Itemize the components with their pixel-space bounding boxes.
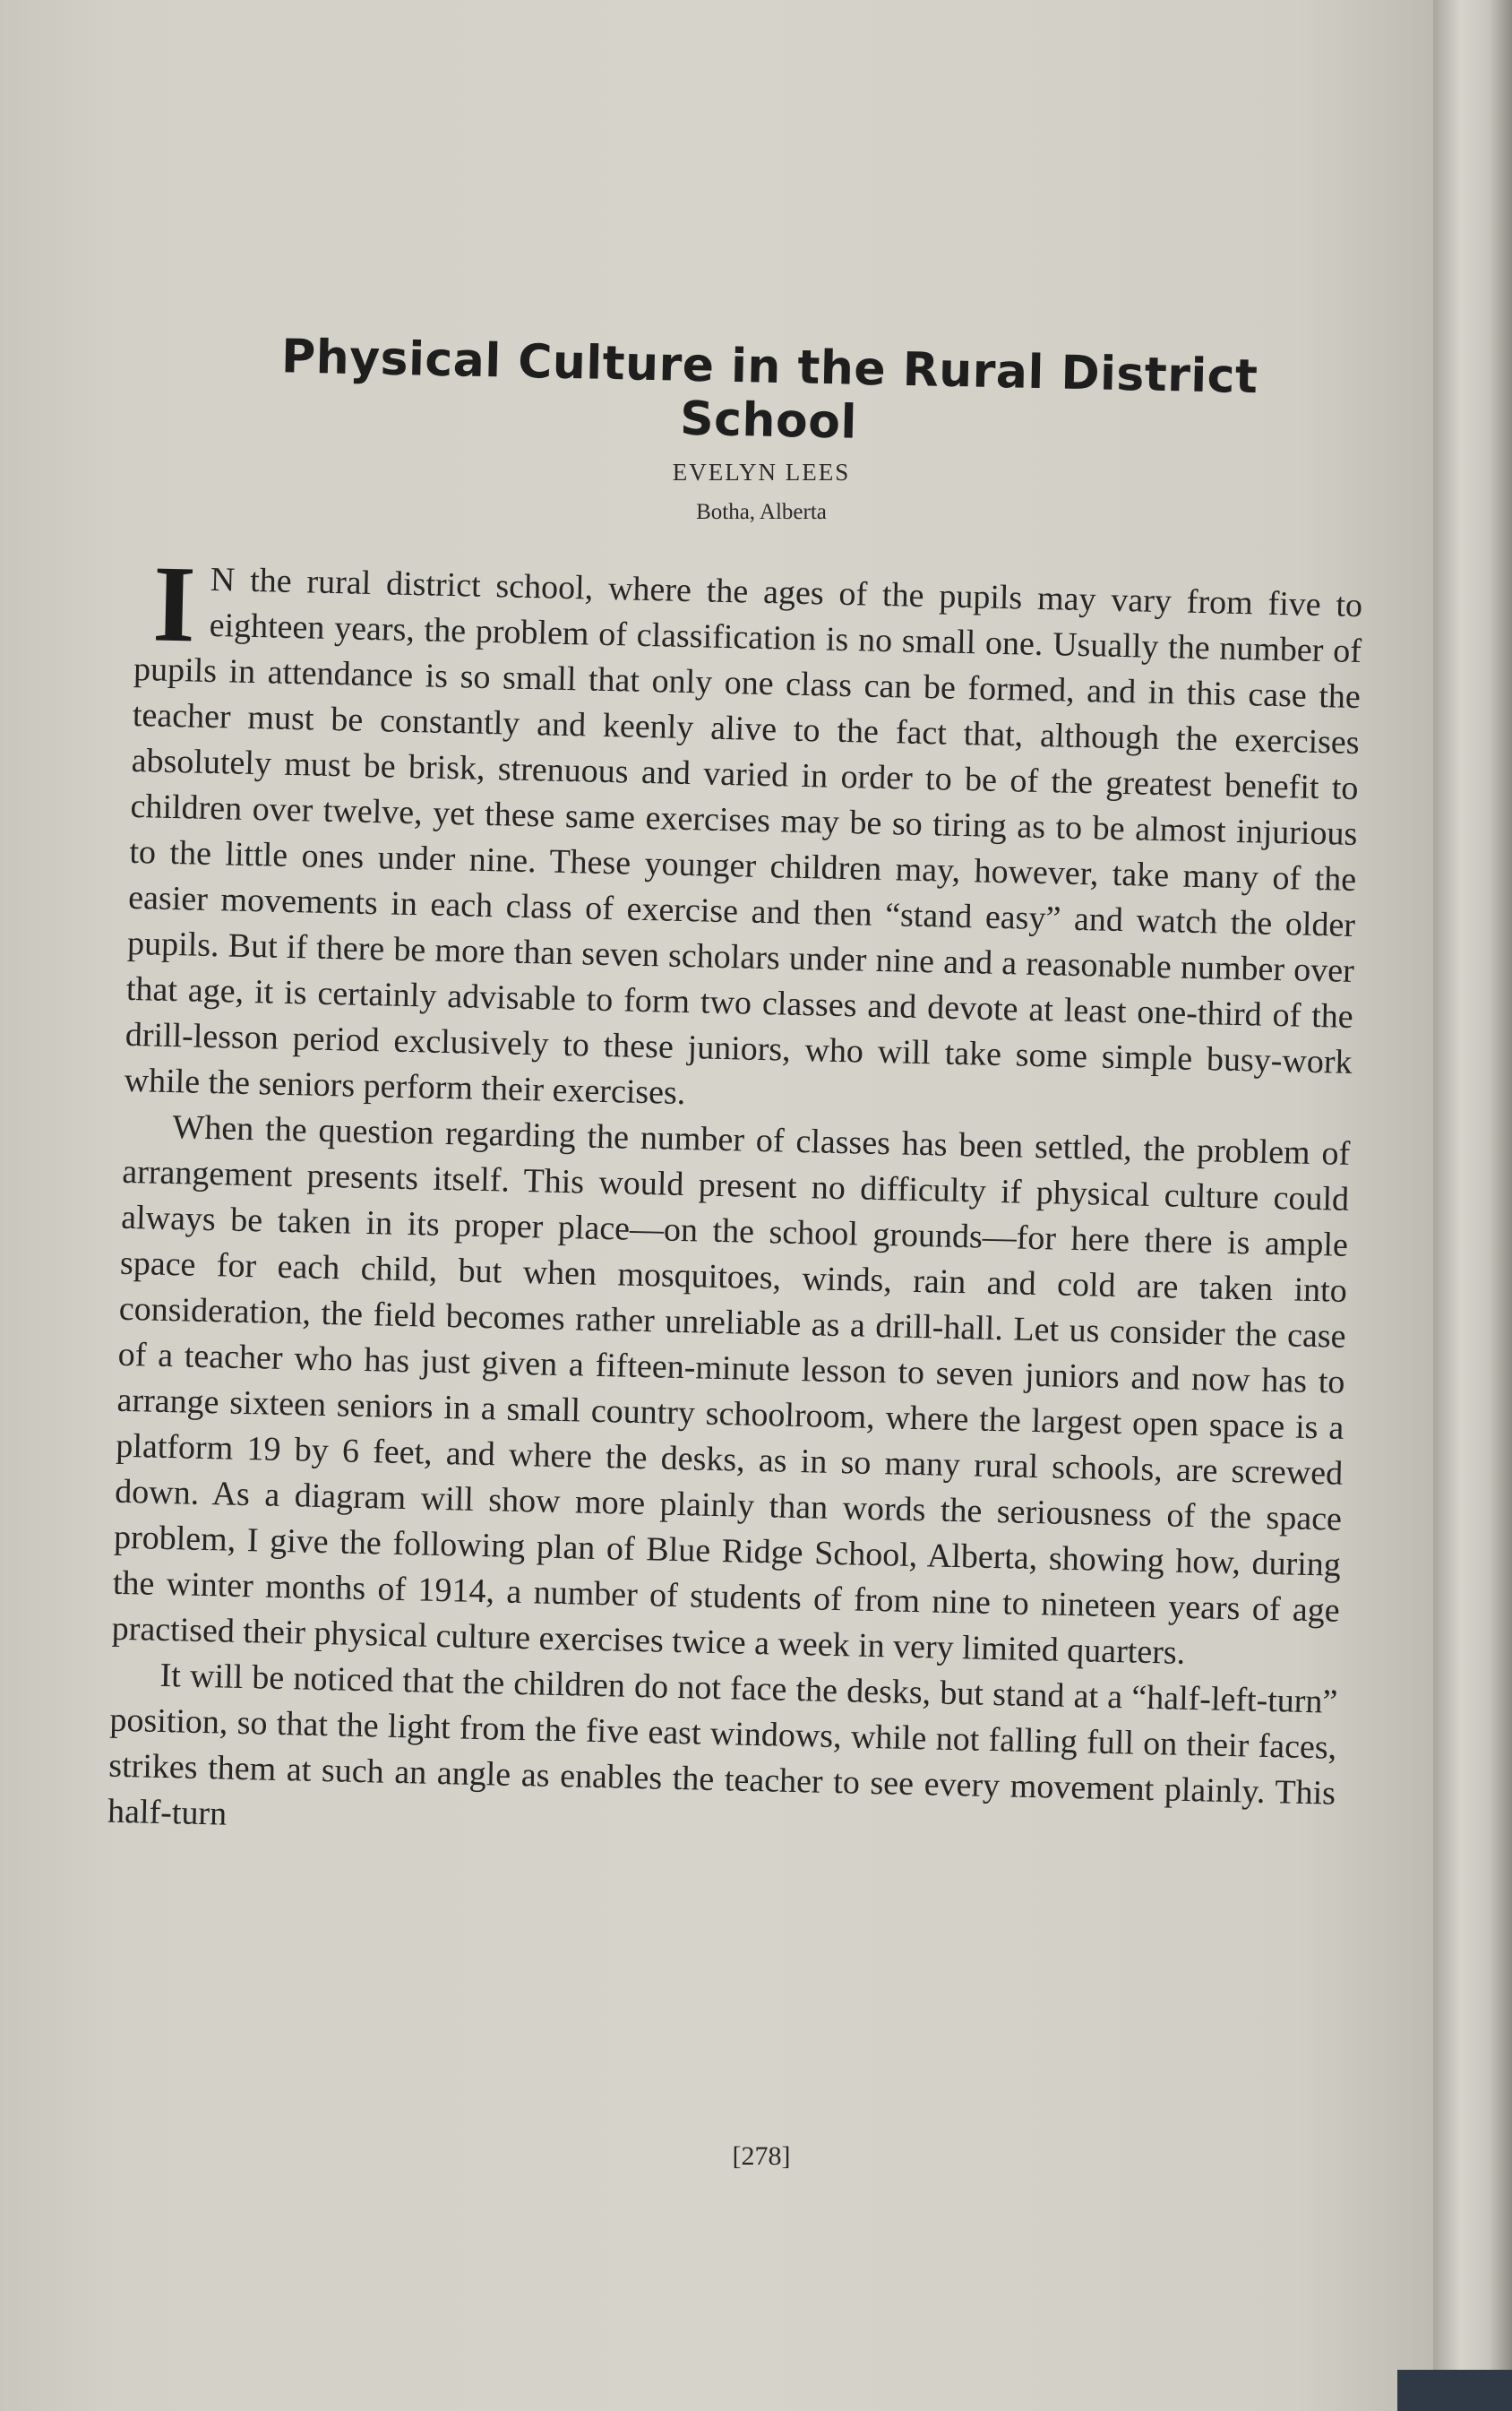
author-location: Botha, Alberta — [696, 500, 827, 524]
article-title: Physical Culture in the Rural District School — [280, 330, 1259, 450]
paragraph-3: It will be noticed that the children do not face the desks, but stand at a “half-left-turn” position, so that the light from the five east windows, while not falling full on their faces, strikes them at such an angle as enables the teacher to see every movement plainly. This half-turn — [107, 1656, 1338, 1833]
book-gutter — [1433, 0, 1512, 2411]
page-number: [278] — [732, 2141, 791, 2171]
paragraph-2: When the question regarding the number of classes has been settled, the problem of arrangement presents itself. This would present no difficulty if physical culture could always be taken in its proper place—on the school grounds—for here there is ample space for each child, but when mosquitoes, winds, rain and cold are taken into consideration, the field becomes rather unreliable as a drill-hall. Let us consider the case of a teacher who has just given a fifteen-minute lesson to seven juniors and now has to arrange sixteen seniors in a small country schoolroom, where the largest open space is a platform 19 by 6 feet, and where the desks, as in so many rural schools, are screwed down. As a diagram will show more plainly than words the seriousness of the space problem, I give the following plan of Blue Ridge School, Alberta, showing how, during the winter months of 1914, a number of students of from nine to nineteen years of age practised their physical culture exercises twice a week in very limited quarters. — [111, 1108, 1351, 1672]
article-author: EVELYN LEES — [672, 459, 851, 486]
paragraph-1-text: N the rural district school, where the ages of the pupils may vary from five to eighteen years, the problem of classification is no small one. Usually the number of pupils in attendance is so small that only one class can be formed, and in this case the teacher must be constantly and keenly alive to the fact that, although the exercises absolutely must be brisk, strenuous and varied in order to be of the greatest benefit to children over twelve, yet these same exercises may be so tiring as to be almost injurious to the little ones under nine. These younger children may, however, take many of the easier movements in each class of exercise and then “stand easy” and watch the older pupils. But if there be more than seven scholars under nine and a reasonable number over that age, it is certainly advisable to form two classes and devote at least one-third of the drill-lesson period exclusively to these juniors, who will take some simple busy-work while the seniors perform their exercises. — [124, 560, 1363, 1113]
paragraph-1 — [124, 543, 1363, 1132]
drop-cap: I — [151, 543, 197, 666]
article-body — [107, 543, 1363, 1863]
page-corner — [1397, 2370, 1512, 2411]
